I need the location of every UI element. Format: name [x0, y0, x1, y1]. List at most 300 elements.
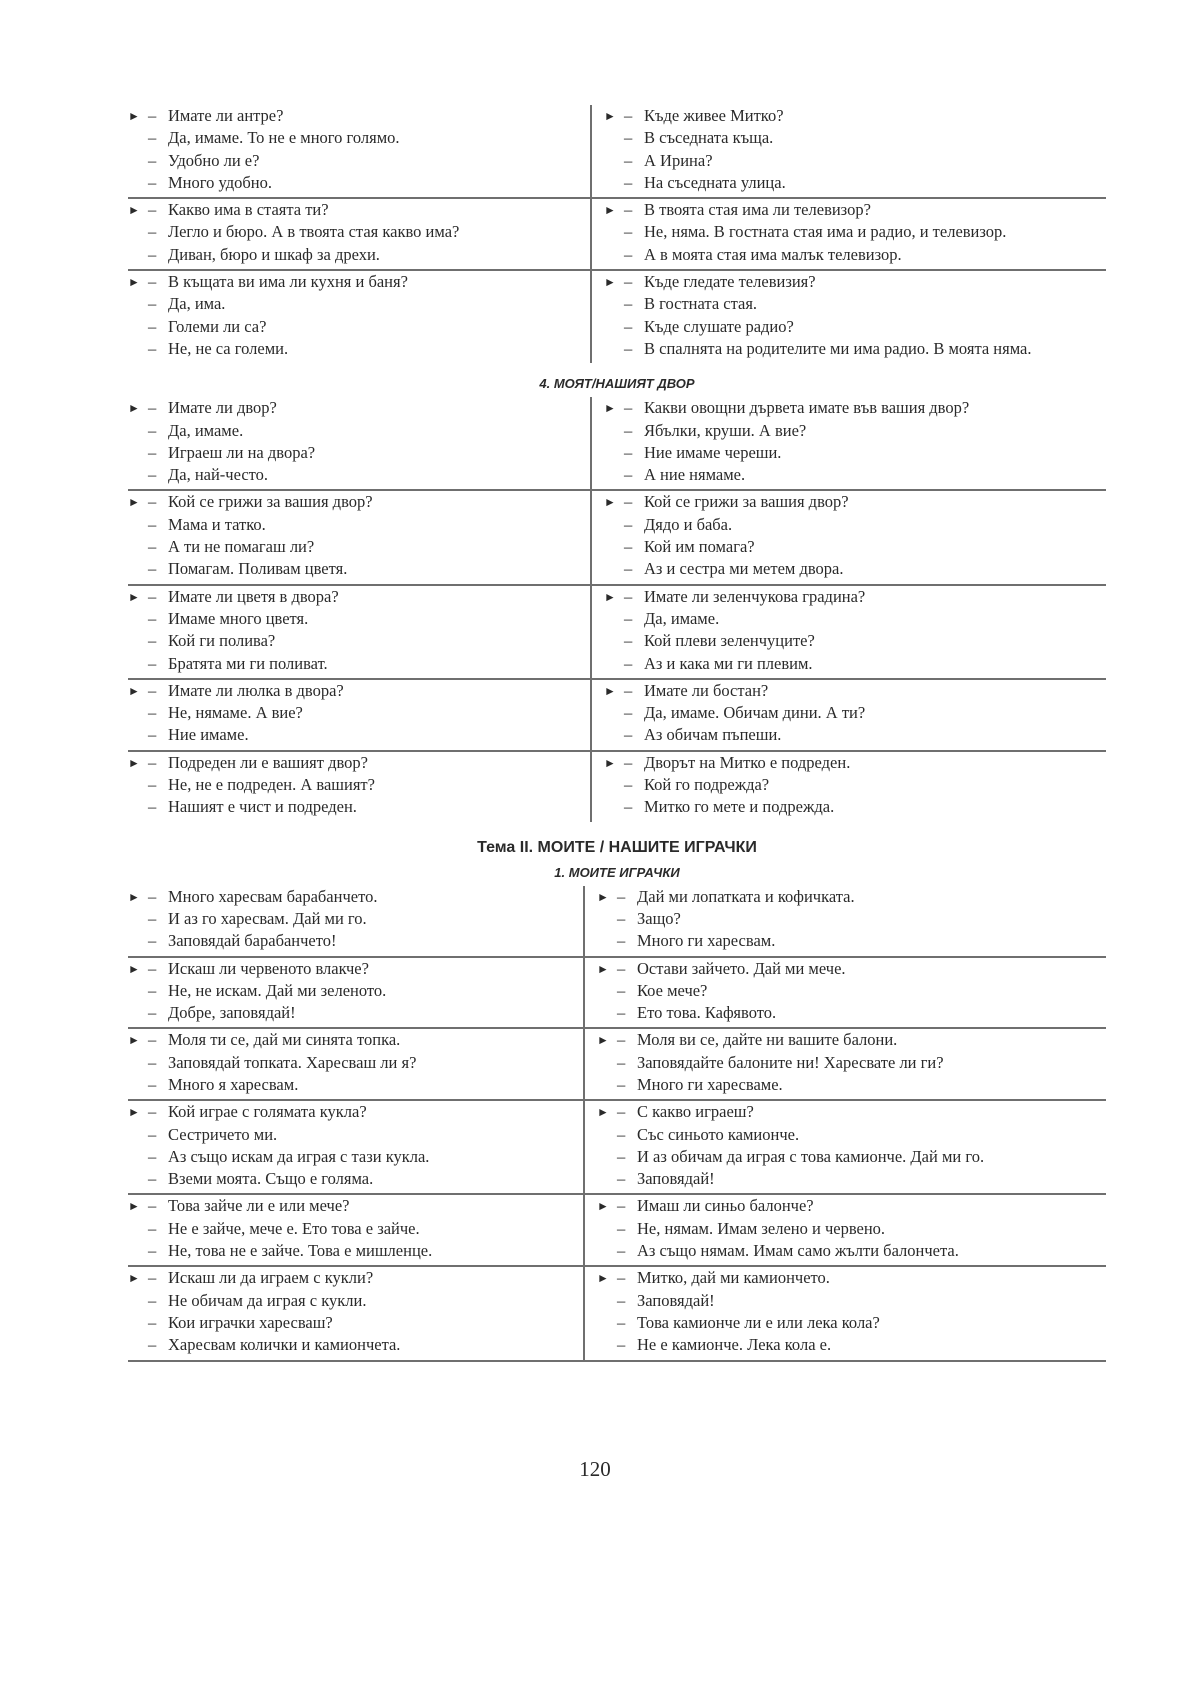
dialogue-line	[128, 1101, 583, 1123]
dash-marker: –	[148, 775, 157, 795]
play-arrow-icon: ►	[597, 889, 609, 904]
dash-marker: –	[617, 1335, 626, 1355]
dialogue-line	[128, 1146, 583, 1168]
dialogue-line	[128, 1124, 583, 1146]
dialogue-text: Това камионче ли е или лека кола?	[637, 1312, 880, 1332]
dialogue-line	[597, 1002, 1106, 1024]
dialogue-line	[597, 908, 1106, 930]
dialogue-line	[604, 442, 1106, 464]
dash-marker: –	[148, 908, 157, 928]
dialogue-line	[604, 491, 1106, 513]
play-arrow-icon	[128, 514, 148, 536]
dash-marker: –	[148, 244, 157, 264]
dash-marker: –	[148, 1102, 157, 1122]
play-arrow-icon	[128, 1334, 148, 1356]
dialogue-line	[128, 221, 590, 243]
play-arrow-icon: ►	[128, 109, 140, 123]
play-arrow-icon	[128, 1052, 148, 1074]
play-arrow-icon: ►	[604, 203, 616, 218]
dialogue-row	[128, 586, 1106, 680]
dash-marker: –	[624, 703, 633, 723]
dialogue-cell-right	[592, 491, 1106, 583]
dash-marker: –	[617, 1030, 626, 1050]
dialogue-text: Заповядай!	[637, 1290, 715, 1310]
dialogue-text: Не, не е подреден. А вашият?	[168, 775, 375, 795]
dialogue-line	[604, 293, 1106, 315]
dialogue-line	[597, 1029, 1106, 1051]
dialogue-text: Къде живее Митко?	[644, 106, 784, 125]
dash-marker: –	[148, 200, 157, 220]
dash-marker: –	[148, 316, 157, 336]
dash-marker: –	[148, 931, 157, 951]
dash-marker: –	[624, 775, 633, 795]
play-arrow-icon	[128, 653, 148, 675]
dash-marker: –	[148, 106, 157, 125]
play-arrow-icon	[597, 1240, 617, 1262]
dash-marker: –	[617, 1218, 626, 1238]
dash-marker: –	[148, 1030, 157, 1050]
dash-marker: –	[617, 1003, 626, 1023]
play-arrow-icon: ►	[604, 109, 616, 123]
dash-marker: –	[624, 586, 633, 606]
dialogue-text: Имате ли антре?	[168, 106, 284, 125]
dialogue-line	[128, 680, 590, 702]
play-arrow-icon	[604, 630, 624, 652]
dialogue-line	[128, 397, 590, 419]
dialogue-line	[597, 1334, 1106, 1356]
dialogue-cell-right	[585, 886, 1106, 956]
play-arrow-icon: ►	[128, 1033, 140, 1048]
dialogue-text: В гостната стая.	[644, 294, 758, 314]
dialogue-text: Искаш ли червеното влакче?	[168, 958, 369, 978]
dash-marker: –	[148, 465, 157, 485]
play-arrow-icon	[604, 653, 624, 675]
dialogue-text: Харесвам колички и камиончета.	[168, 1335, 401, 1355]
dialogue-line	[128, 127, 590, 149]
dash-marker: –	[617, 908, 626, 928]
dash-marker: –	[624, 559, 633, 579]
play-arrow-icon	[597, 908, 617, 930]
dash-marker: –	[624, 797, 633, 817]
dialogue-line	[128, 796, 590, 818]
dialogue-text: Имаш ли синьо балонче?	[637, 1196, 814, 1216]
dialogue-line	[128, 244, 590, 266]
play-arrow-icon: ►	[597, 1271, 609, 1286]
dialogue-cell-left	[128, 1101, 585, 1193]
theme-heading: Тема II. МОИТЕ / НАШИТЕ ИГРАЧКИ	[477, 838, 757, 856]
play-arrow-icon	[128, 172, 148, 194]
play-arrow-icon	[128, 724, 148, 746]
dash-marker: –	[148, 338, 157, 358]
dialogue-row	[128, 1101, 1106, 1195]
dash-marker: –	[617, 931, 626, 951]
dialogue-text: Не, нямам. Имам зелено и червено.	[637, 1218, 886, 1238]
play-arrow-icon	[604, 338, 624, 360]
dash-marker: –	[617, 1290, 626, 1310]
dialogue-text: Имаме много цветя.	[168, 608, 309, 628]
dialogue-line	[128, 199, 590, 221]
dialogue-text: Кой играе с голямата кукла?	[168, 1102, 367, 1122]
dash-marker: –	[624, 631, 633, 651]
dash-marker: –	[148, 1124, 157, 1144]
dialogue-text: Какво има в стаята ти?	[168, 200, 329, 220]
dialogue-line	[597, 1146, 1106, 1168]
dialogue-text: И аз го харесвам. Дай ми го.	[168, 908, 367, 928]
dash-marker: –	[624, 752, 633, 772]
dialogue-line	[604, 127, 1106, 149]
dialogue-cell-left	[128, 958, 585, 1028]
dialogue-text: Аз също нямам. Имам само жълти балончета.	[637, 1241, 959, 1261]
dialogue-text: Защо?	[637, 908, 681, 928]
dialogue-line	[604, 608, 1106, 630]
dialogue-text: Не, няма. В гостната стая има и радио, и телевизор.	[644, 222, 1007, 242]
play-arrow-icon: ►	[128, 275, 140, 290]
dialogue-text: Това зайче ли е или мече?	[168, 1196, 350, 1216]
dialogue-row	[128, 1029, 1106, 1101]
dialogue-text: Нашият е чист и подреден.	[168, 797, 357, 817]
dialogue-line	[604, 653, 1106, 675]
dash-marker: –	[624, 316, 633, 336]
play-arrow-icon	[604, 420, 624, 442]
dialogue-text: Много ги харесваме.	[637, 1074, 783, 1094]
play-arrow-icon	[128, 1124, 148, 1146]
play-arrow-icon	[128, 702, 148, 724]
dialogue-text: В съседната къща.	[644, 128, 774, 148]
dialogue-line	[604, 338, 1106, 360]
dialogue-text: Много харесвам барабанчето.	[168, 886, 378, 906]
dialogue-cell-right	[592, 397, 1106, 489]
play-arrow-icon	[128, 293, 148, 315]
dash-marker: –	[624, 537, 633, 557]
play-arrow-icon	[128, 1312, 148, 1334]
dialogue-cell-left	[128, 199, 592, 269]
play-arrow-icon: ►	[128, 889, 140, 904]
dash-marker: –	[624, 128, 633, 148]
dialogue-line	[604, 221, 1106, 243]
dialogue-cell-left	[128, 105, 592, 197]
play-arrow-icon	[128, 464, 148, 486]
dialogue-text: Не, нямаме. А вие?	[168, 703, 303, 723]
play-arrow-icon	[597, 1052, 617, 1074]
dialogue-cell-left	[128, 1029, 585, 1099]
dialogue-line	[128, 271, 590, 293]
dialogue-line	[128, 886, 583, 908]
play-arrow-icon	[597, 1218, 617, 1240]
dialogue-line	[604, 199, 1106, 221]
play-arrow-icon	[128, 1218, 148, 1240]
dialogue-cell-left	[128, 1195, 585, 1265]
dialogue-line	[128, 752, 590, 774]
dialogue-line	[128, 724, 590, 746]
dash-marker: –	[148, 1074, 157, 1094]
dialogue-line	[597, 930, 1106, 952]
dialogue-line	[604, 150, 1106, 172]
dialogue-text: Дай ми лопатката и кофичката.	[637, 886, 855, 906]
dialogue-line	[128, 958, 583, 980]
play-arrow-icon	[604, 150, 624, 172]
dialogue-cell-left	[128, 397, 592, 489]
dialogue-line	[128, 1334, 583, 1356]
play-arrow-icon: ►	[604, 495, 616, 510]
dialogue-text: Удобно ли е?	[168, 150, 260, 170]
dialogue-text: Кое мече?	[637, 980, 708, 1000]
dialogue-text: Заповядай топката. Харесваш ли я?	[168, 1052, 417, 1072]
dialogue-row	[128, 199, 1106, 271]
dialogue-line	[604, 702, 1106, 724]
play-arrow-icon: ►	[128, 401, 140, 416]
dialogue-text: В къщата ви има ли кухня и баня?	[168, 272, 408, 292]
dialogue-text: Не е камионче. Лека кола е.	[637, 1335, 832, 1355]
play-arrow-icon	[128, 558, 148, 580]
play-arrow-icon: ►	[604, 755, 616, 770]
play-arrow-icon: ►	[128, 683, 140, 698]
dialogue-text: Митко, дай ми камиончето.	[637, 1268, 830, 1288]
play-arrow-icon	[604, 796, 624, 818]
dash-marker: –	[148, 492, 157, 512]
dialogue-cell-left	[128, 1267, 585, 1359]
dash-marker: –	[624, 272, 633, 292]
dialogue-text: Да, най-често.	[168, 465, 269, 485]
play-arrow-icon	[597, 1334, 617, 1356]
dash-marker: –	[617, 958, 626, 978]
dialogue-line	[604, 172, 1106, 194]
play-arrow-icon: ►	[597, 1033, 609, 1048]
dash-marker: –	[624, 608, 633, 628]
dash-marker: –	[148, 1146, 157, 1166]
play-arrow-icon	[604, 702, 624, 724]
dialogue-text: Не, не са големи.	[168, 338, 289, 358]
dialogue-line	[128, 1312, 583, 1334]
dialogue-line	[604, 680, 1106, 702]
dialogue-line	[604, 724, 1106, 746]
dash-marker: –	[624, 172, 633, 192]
dialogue-text: Имате ли бостан?	[644, 680, 769, 700]
dash-marker: –	[617, 1102, 626, 1122]
dash-marker: –	[617, 1312, 626, 1332]
dash-marker: –	[624, 653, 633, 673]
dash-marker: –	[624, 150, 633, 170]
dialogue-row	[128, 271, 1106, 363]
play-arrow-icon	[128, 930, 148, 952]
dialogue-text: Братята ми ги поливат.	[168, 653, 328, 673]
dialogue-text: Ние имаме.	[168, 725, 249, 745]
dialogue-text: Аз също искам да играя с тази кукла.	[168, 1146, 430, 1166]
dash-marker: –	[624, 222, 633, 242]
play-arrow-icon: ►	[128, 1271, 140, 1286]
dialogue-line	[128, 930, 583, 952]
dialogue-text: Много ги харесвам.	[637, 931, 776, 951]
play-arrow-icon: ►	[128, 1105, 140, 1120]
dash-marker: –	[617, 1124, 626, 1144]
dialogue-line	[128, 1218, 583, 1240]
dialogue-text: Да, имаме.	[168, 420, 244, 440]
play-arrow-icon	[128, 1290, 148, 1312]
dialogue-line	[597, 1195, 1106, 1217]
play-arrow-icon	[604, 464, 624, 486]
dialogue-row	[128, 105, 1106, 199]
dialogue-line	[604, 244, 1106, 266]
dialogue-text: Кой плеви зеленчуците?	[644, 631, 815, 651]
dialogue-cell-right	[585, 1195, 1106, 1265]
dialogue-line	[604, 464, 1106, 486]
dialogue-line	[128, 774, 590, 796]
dialogue-line	[128, 150, 590, 172]
dialogue-cell-right	[592, 199, 1106, 269]
play-arrow-icon	[128, 1240, 148, 1262]
dialogue-text: Дядо и баба.	[644, 514, 733, 534]
dialogue-line	[128, 1002, 583, 1024]
dash-marker: –	[148, 1218, 157, 1238]
dialogue-cell-right	[585, 1267, 1106, 1359]
play-arrow-icon	[128, 1002, 148, 1024]
dash-marker: –	[148, 514, 157, 534]
dash-marker: –	[624, 420, 633, 440]
dash-marker: –	[148, 631, 157, 651]
dialogue-text: А Ирина?	[644, 150, 713, 170]
dialogue-text: Големи ли са?	[168, 316, 267, 336]
dialogue-text: Не, не искам. Дай ми зеленото.	[168, 980, 387, 1000]
dialogue-text: Кой се грижи за вашия двор?	[168, 492, 373, 512]
play-arrow-icon	[128, 221, 148, 243]
dash-marker: –	[148, 1003, 157, 1023]
dialogue-line	[128, 702, 590, 724]
dialogue-line	[128, 1029, 583, 1051]
play-arrow-icon	[128, 244, 148, 266]
dialogue-text: Кой го подрежда?	[644, 775, 770, 795]
dialogue-text: Аз и сестра ми метем двора.	[644, 559, 844, 579]
play-arrow-icon	[128, 150, 148, 172]
dialogue-line	[128, 491, 590, 513]
dialogue-line	[597, 886, 1106, 908]
dialogue-text: Къде гледате телевизия?	[644, 272, 816, 292]
dialogue-text: Кой ги полива?	[168, 631, 276, 651]
dash-marker: –	[148, 442, 157, 462]
dialogue-line	[597, 1312, 1106, 1334]
dialogue-text: Имате ли двор?	[168, 398, 277, 418]
dialogue-line	[128, 586, 590, 608]
dialogue-line	[128, 608, 590, 630]
play-arrow-icon	[128, 908, 148, 930]
play-arrow-icon: ►	[604, 275, 616, 290]
dialogue-line	[128, 105, 590, 127]
dialogue-text: Ние имаме череши.	[644, 442, 782, 462]
dash-marker: –	[148, 958, 157, 978]
dialogue-line	[597, 958, 1106, 980]
play-arrow-icon	[604, 774, 624, 796]
dash-marker: –	[148, 537, 157, 557]
dialogue-line	[128, 316, 590, 338]
dialogue-line	[604, 316, 1106, 338]
dash-marker: –	[617, 1052, 626, 1072]
play-arrow-icon: ►	[128, 589, 140, 604]
play-arrow-icon	[128, 1168, 148, 1190]
dialogue-line	[597, 1218, 1106, 1240]
dash-marker: –	[148, 1196, 157, 1216]
dialogue-cell-left	[128, 271, 592, 363]
dialogue-text: Ябълки, круши. А вие?	[644, 420, 807, 440]
dialogue-line	[604, 271, 1106, 293]
dash-marker: –	[624, 244, 633, 264]
dialogue-text: Не е зайче, мече е. Ето това е зайче.	[168, 1218, 420, 1238]
dash-marker: –	[617, 1074, 626, 1094]
dialogue-text: Да, имаме.	[644, 608, 720, 628]
dialogue-line	[604, 774, 1106, 796]
dash-marker: –	[148, 608, 157, 628]
dash-marker: –	[148, 128, 157, 148]
play-arrow-icon	[128, 1146, 148, 1168]
dash-marker: –	[148, 586, 157, 606]
dialogue-cell-right	[592, 752, 1106, 822]
play-arrow-icon	[128, 420, 148, 442]
dialogue-text: Сестричето ми.	[168, 1124, 278, 1144]
section-heading-yard: 4. МОЯТ/НАШИЯТ ДВОР	[539, 376, 695, 392]
play-arrow-icon: ►	[128, 961, 140, 976]
dialogue-line	[604, 586, 1106, 608]
dash-marker: –	[148, 294, 157, 314]
play-arrow-icon	[128, 338, 148, 360]
dialogue-row	[128, 1195, 1106, 1267]
dialogue-cell-right	[585, 958, 1106, 1028]
dialogue-text: Със синьото камионче.	[637, 1124, 800, 1144]
dialogue-text: Аз и кака ми ги плевим.	[644, 653, 813, 673]
dialogue-cell-right	[592, 271, 1106, 363]
dialogue-line	[128, 653, 590, 675]
dash-marker: –	[624, 492, 633, 512]
dash-marker: –	[148, 752, 157, 772]
dialogue-text: А в моята стая има малък телевизор.	[644, 244, 902, 264]
dialogue-line	[128, 293, 590, 315]
dialogue-cell-left	[128, 586, 592, 678]
dialogue-line	[128, 536, 590, 558]
dash-marker: –	[148, 1241, 157, 1261]
dialogue-cell-right	[592, 105, 1106, 197]
dash-marker: –	[148, 1268, 157, 1288]
dash-marker: –	[624, 514, 633, 534]
dialogue-text: А ние нямаме.	[644, 465, 746, 485]
dialogue-text: Вземи моята. Също е голяма.	[168, 1169, 374, 1189]
play-arrow-icon: ►	[128, 495, 140, 510]
play-arrow-icon	[604, 724, 624, 746]
play-arrow-icon	[604, 316, 624, 338]
dialogue-line	[604, 796, 1106, 818]
dialogue-cell-left	[128, 752, 592, 822]
dialogue-line	[128, 908, 583, 930]
page-number: 120	[579, 1457, 611, 1481]
dialogue-cell-right	[585, 1101, 1106, 1193]
dialogue-line	[604, 558, 1106, 580]
dialogue-text: Заповядай!	[637, 1169, 715, 1189]
play-arrow-icon	[597, 1074, 617, 1096]
dialogue-line	[128, 442, 590, 464]
play-arrow-icon	[597, 930, 617, 952]
dash-marker: –	[617, 1241, 626, 1261]
play-arrow-icon: ►	[597, 961, 609, 976]
dialogue-text: С какво играеш?	[637, 1102, 754, 1122]
dash-marker: –	[148, 1335, 157, 1355]
play-arrow-icon	[597, 1002, 617, 1024]
dialogue-text: Много удобно.	[168, 172, 272, 192]
dialogue-line	[128, 1240, 583, 1262]
dialogue-text: Помагам. Поливам цветя.	[168, 559, 348, 579]
dash-marker: –	[148, 172, 157, 192]
play-arrow-icon	[128, 630, 148, 652]
dialogue-line	[128, 630, 590, 652]
play-arrow-icon	[604, 221, 624, 243]
dialogue-text: Не, това не е зайче. Това е мишленце.	[168, 1241, 433, 1261]
dash-marker: –	[624, 442, 633, 462]
dialogue-text: Подреден ли е вашият двор?	[168, 752, 369, 772]
dialogue-text: Кои играчки харесваш?	[168, 1312, 333, 1332]
